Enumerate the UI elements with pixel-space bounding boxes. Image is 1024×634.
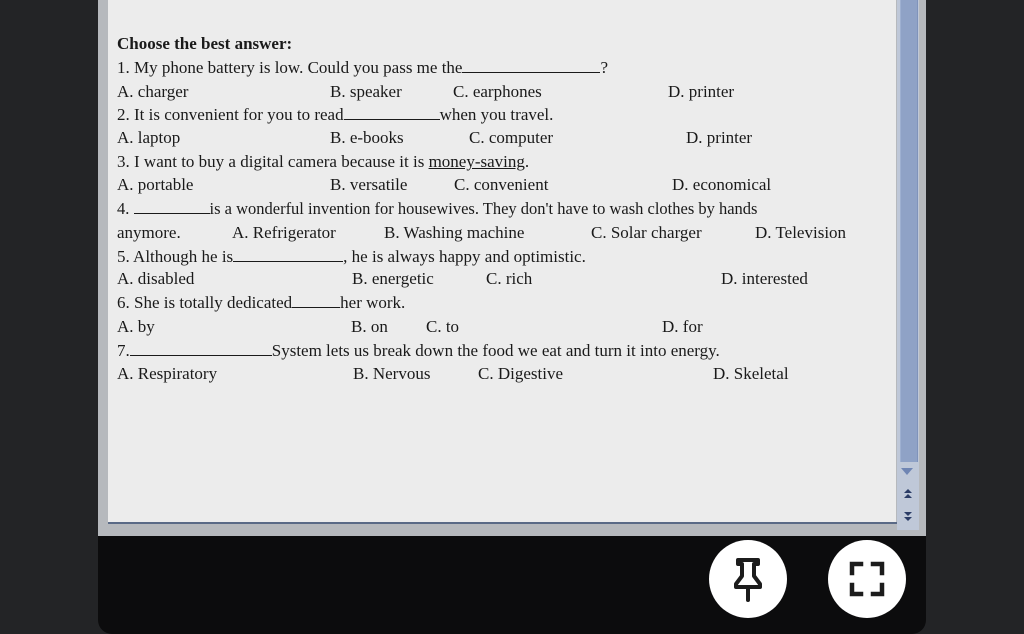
- answer-blank: [344, 105, 440, 120]
- question-6-text: 6. She is totally dedicated: [117, 293, 293, 312]
- q6-option-a: A. by: [117, 317, 155, 336]
- answer-blank: [462, 58, 600, 73]
- q4-option-a: A. Refrigerator: [232, 223, 336, 242]
- question-3: [117, 152, 529, 172]
- question-4-text: 4.: [117, 199, 130, 218]
- answer-blank: [130, 341, 272, 356]
- q6-option-d: D. for: [662, 317, 703, 336]
- q4-option-b: B. Washing machine: [384, 223, 525, 242]
- fullscreen-icon: [828, 540, 906, 618]
- pin-icon: [709, 540, 787, 618]
- question-2-end: when you travel.: [439, 105, 554, 124]
- q3-option-b: B. versatile: [330, 175, 408, 194]
- q1-option-c: C. earphones: [453, 82, 542, 101]
- scroll-thumb[interactable]: [900, 0, 918, 462]
- question-1-text: 1. My phone battery is low. Could you pass me the: [117, 58, 463, 77]
- previous-page-button[interactable]: [899, 487, 917, 501]
- q2-option-a: A. laptop: [117, 128, 181, 147]
- question-1-end: ?: [600, 58, 609, 77]
- q3-option-d: D. economical: [672, 175, 772, 194]
- question-3-end: .: [524, 152, 530, 171]
- exercise-heading: Choose the best answer:: [117, 34, 293, 53]
- underlined-word: money-saving: [428, 152, 525, 171]
- q7-option-a: A. Respiratory: [117, 364, 218, 383]
- q5-option-a: A. disabled: [117, 269, 195, 288]
- q2-option-b: B. e-books: [330, 128, 404, 147]
- q7-option-b: B. Nervous: [353, 364, 431, 383]
- question-5-end: , he is always happy and optimistic.: [343, 247, 586, 266]
- answer-blank: [134, 199, 210, 214]
- question-2: [117, 105, 553, 125]
- question-3-text: 3. I want to buy a digital camera because it is: [117, 152, 429, 171]
- q3-option-a: A. portable: [117, 175, 194, 194]
- q5-option-c: C. rich: [486, 269, 533, 288]
- answer-blank: [233, 247, 343, 262]
- fullscreen-button[interactable]: [828, 540, 906, 618]
- q1-option-d: D. printer: [668, 82, 735, 101]
- question-7-end: System lets us break down the food we eat and turn it into energy.: [271, 341, 720, 360]
- question-5: [117, 247, 586, 267]
- answer-blank: [292, 293, 340, 308]
- previous-page-icon: [903, 487, 913, 501]
- pin-button[interactable]: [709, 540, 787, 618]
- question-6-end: her work.: [340, 293, 406, 312]
- question-1: [117, 58, 608, 78]
- q2-option-d: D. printer: [686, 128, 753, 147]
- q6-option-c: C. to: [426, 317, 460, 336]
- question-4-continuation: anymore.: [117, 223, 181, 242]
- question-6: [117, 293, 405, 313]
- question-2-text: 2. It is convenient for you to read: [117, 105, 344, 124]
- question-7-text: 7.: [117, 341, 130, 360]
- question-4-end: is a wonderful invention for housewives. They don't have to wash clothes by hands: [209, 199, 758, 218]
- next-page-button[interactable]: [899, 509, 917, 523]
- scroll-down-arrow-icon[interactable]: [901, 468, 913, 475]
- next-page-icon: [903, 509, 913, 523]
- q4-option-c: C. Solar charger: [591, 223, 702, 242]
- page-border: [108, 522, 898, 524]
- q5-option-d: D. interested: [721, 269, 808, 288]
- question-7: [117, 341, 720, 361]
- q3-option-c: C. convenient: [454, 175, 549, 194]
- q1-option-a: A. charger: [117, 82, 189, 101]
- q6-option-b: B. on: [351, 317, 388, 336]
- q5-option-b: B. energetic: [352, 269, 434, 288]
- question-4: [117, 199, 757, 219]
- q7-option-c: C. Digestive: [478, 364, 563, 383]
- q4-option-d: D. Television: [755, 223, 847, 242]
- q7-option-d: D. Skeletal: [713, 364, 789, 383]
- question-5-text: 5. Although he is: [117, 247, 234, 266]
- q1-option-b: B. speaker: [330, 82, 402, 101]
- q2-option-c: C. computer: [469, 128, 554, 147]
